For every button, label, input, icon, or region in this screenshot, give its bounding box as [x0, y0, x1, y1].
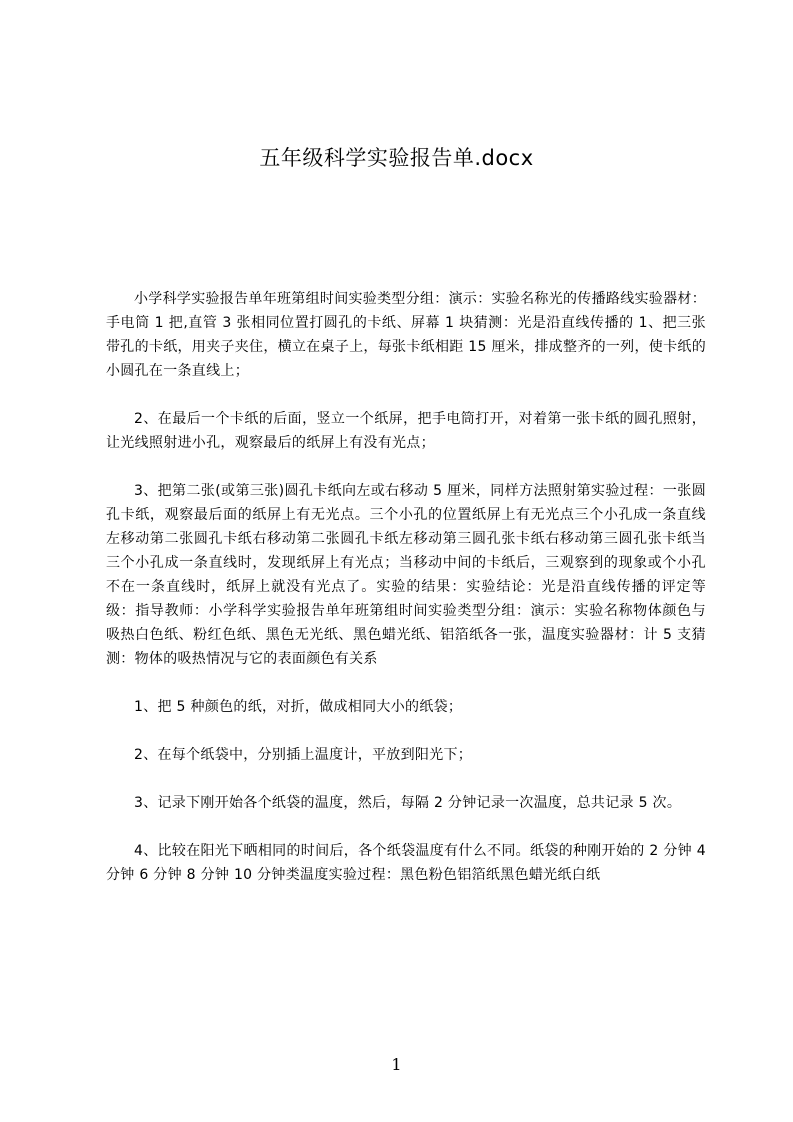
paragraph-7: 4、比较在阳光下晒相同的时间后，各个纸袋温度有什么不同。纸袋的种刚开始的 2 分钟 4 分钟 6 分钟 8 分钟 10 分钟类温度实验过程：黑色粉色铝箔纸黑色蜡光纸白纸: [106, 843, 706, 883]
paragraph-2: 2、在最后一个卡纸的后面，竖立一个纸屏，把手电筒打开，对着第一张卡纸的圆孔照射，让光线照射进小孔，观察最后的纸屏上有没有光点；: [106, 411, 706, 451]
page-number: 1: [391, 1055, 402, 1074]
document-title: 五年级科学实验报告单.docx: [259, 146, 534, 170]
paragraph-1: 小学科学实验报告单年班第组时间实验类型分组：演示：实验名称光的传播路线实验器材：手电筒 1 把,直管 3 张相同位置打圆孔的卡纸、屏幕 1 块猜测：光是沿直线传播的 1、把三张带孔的卡纸，用夹子夹住，横立在桌子上，每张卡纸相距 15 厘米，排成整齐的一列，使卡纸的小圆孔在一条直线上；: [106, 291, 706, 379]
paragraph-4: 1、把 5 种颜色的纸，对折，做成相同大小的纸袋；: [134, 699, 463, 715]
paragraph-6: 3、记录下刚开始各个纸袋的温度，然后，每隔 2 分钟记录一次温度，总共记录 5 次。: [134, 795, 682, 811]
paragraph-5: 2、在每个纸袋中，分别插上温度计，平放到阳光下；: [134, 747, 473, 763]
paragraph-3: 3、把第二张(或第三张)圆孔卡纸向左或右移动 5 厘米，同样方法照射第实验过程：一张圆孔卡纸，观察最后面的纸屏上有无光点。三个小孔的位置纸屏上有无光点三个小孔成一条直线左移动第二张圆孔卡纸右移动第二张圆孔卡纸左移动第三圆孔张卡纸右移动第三圆孔张卡纸当三个小孔成一条直线时，发现纸屏上有光点；当移动中间的卡纸后，三观察到的现象或个小孔不在一条直线时，纸屏上就没有光点了。实验的结果：实验结论：光是沿直线传播的评定等级：指导教师：小学科学实验报告单年班第组时间实验类型分组：演示：实验名称物体颜色与吸热白色纸、粉红色纸、黑色无光纸、黑色蜡光纸、铝箔纸各一张，温度实验器材：计 5 支猜测：物体的吸热情况与它的表面颜色有关系: [106, 483, 706, 667]
document-body: [106, 287, 706, 911]
